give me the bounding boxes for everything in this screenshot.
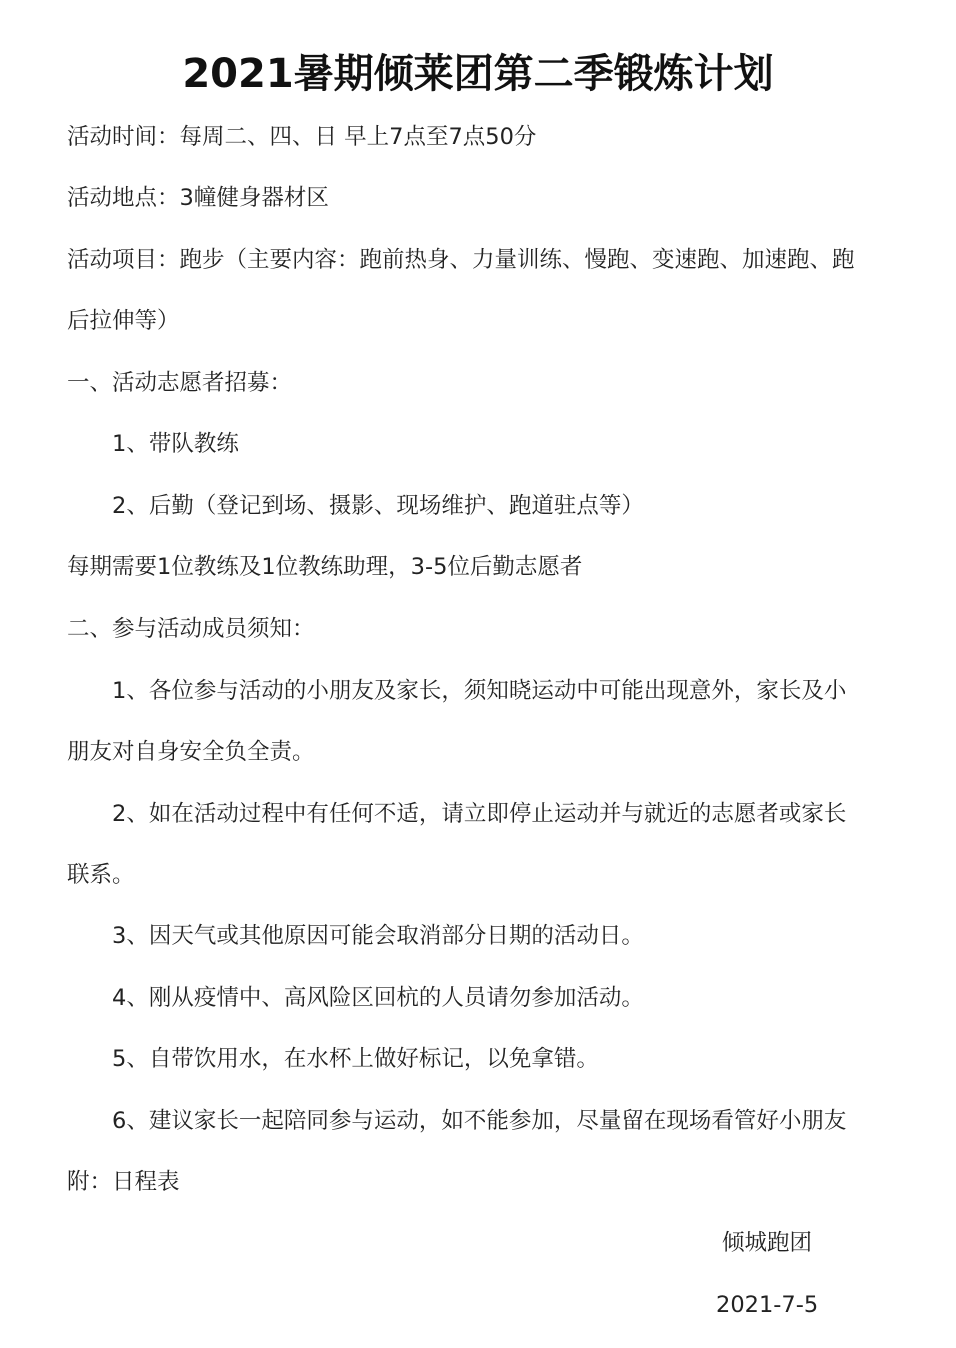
section1-heading: 一、活动志愿者招募：: [67, 370, 293, 396]
section2-item3: 3、因天气或其他原因可能会取消部分日期的活动日。: [112, 923, 644, 949]
section2-item5: 5、自带饮用水，在水杯上做好标记，以免拿错。: [112, 1046, 599, 1072]
activity-items-line1: 活动项目：跑步（主要内容：跑前热身、力量训练、慢跑、变速跑、加速跑、跑: [67, 247, 855, 273]
section2-item2-line1: 2、如在活动过程中有任何不适，请立即停止运动并与就近的志愿者或家长: [112, 801, 847, 827]
section2-heading: 二、参与活动成员须知：: [67, 616, 315, 642]
section2-item1-line1: 1、各位参与活动的小朋友及家长，须知晓运动中可能出现意外，家长及小: [112, 678, 847, 704]
signature: 倾城跑团: [722, 1230, 813, 1256]
activity-items-line2: 后拉伸等）: [67, 308, 180, 334]
section1-note: 每期需要1位教练及1位教练助理，3-5位后勤志愿者: [67, 554, 583, 580]
section1-item1: 1、带队教练: [112, 431, 239, 457]
section2-item2-line2: 联系。: [67, 862, 135, 888]
document-date: 2021-7-5: [716, 1292, 819, 1318]
section1-item2: 2、后勤（登记到场、摄影、现场维护、跑道驻点等）: [112, 493, 644, 519]
section2-item1-line2: 朋友对自身安全负全责。: [67, 739, 315, 765]
activity-time: 活动时间：每周二、四、日 早上7点至7点50分: [67, 124, 537, 150]
section2-item4: 4、刚从疫情中、高风险区回杭的人员请勿参加活动。: [112, 985, 644, 1011]
section2-item6: 6、建议家长一起陪同参与运动，如不能参加，尽量留在现场看管好小朋友: [112, 1108, 847, 1134]
document-title: 2021暑期倾莱团第二季锻炼计划: [182, 51, 774, 97]
appendix-line: 附：日程表: [67, 1169, 180, 1195]
activity-place: 活动地点：3幢健身器材区: [67, 185, 329, 211]
